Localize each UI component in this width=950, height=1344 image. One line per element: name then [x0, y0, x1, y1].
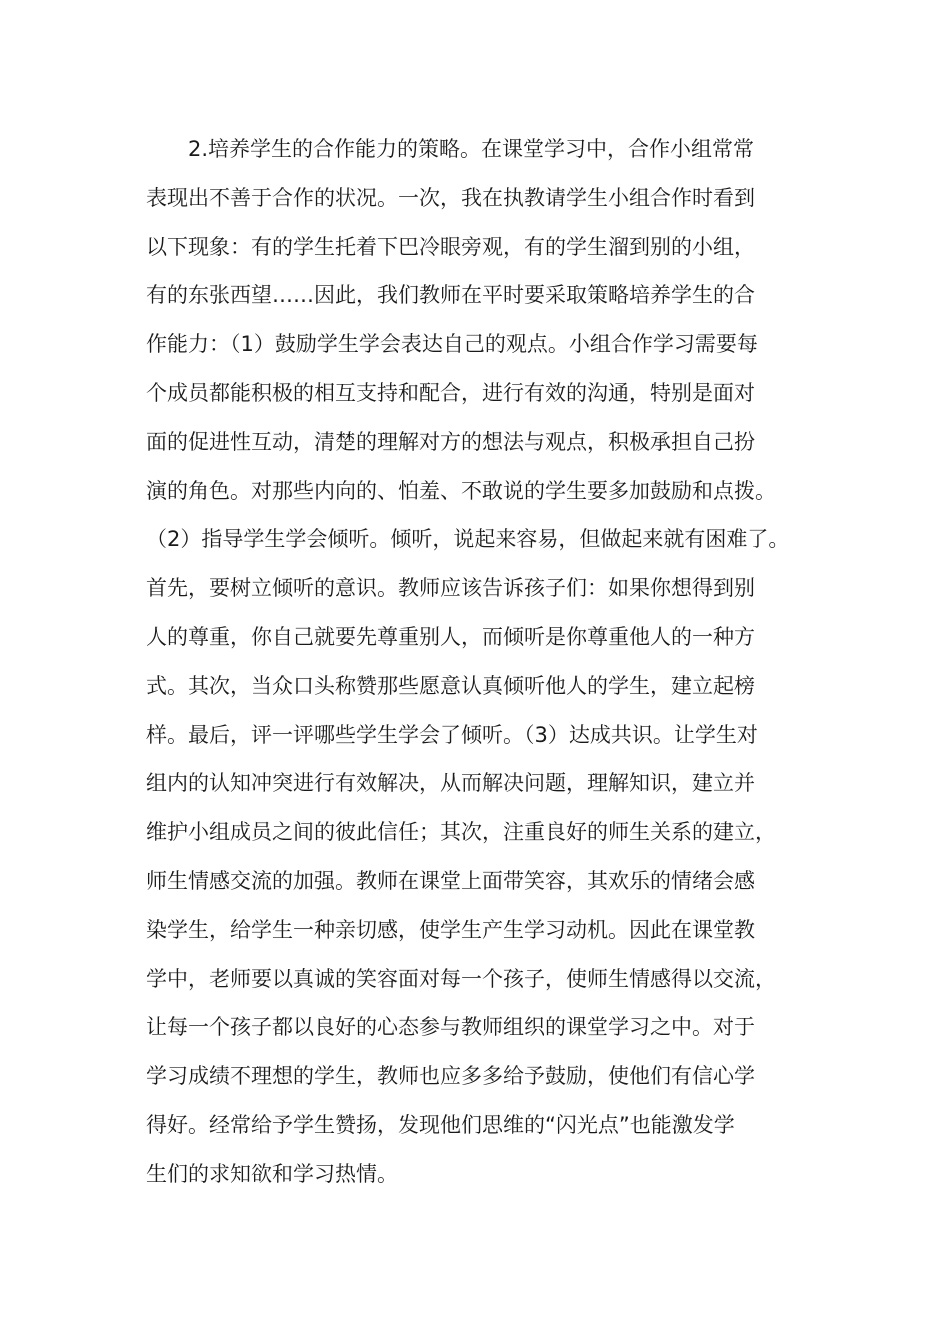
paragraph-line: 师生情感交流的加强。教师在课堂上面带笑容，其欢乐的情绪会感	[146, 868, 755, 893]
paragraph-line: 作能力：（1）鼓励学生学会表达自己的观点。小组合作学习需要每	[146, 332, 758, 357]
paragraph-line: 面的促进性互动，清楚的理解对方的想法与观点，积极承担自己扮	[146, 429, 755, 454]
paragraph-line: 学中，老师要以真诚的笑容面对每一个孩子，使师生情感得以交流，	[146, 966, 776, 991]
paragraph-line: 首先，要树立倾听的意识。教师应该告诉孩子们：如果你想得到别	[146, 576, 755, 601]
body-paragraph	[146, 131, 826, 1205]
paragraph-line: 样。最后，评一评哪些学生学会了倾听。（3）达成共识。让学生对	[146, 722, 758, 747]
paragraph-line: 有的东张西望……因此，我们教师在平时要采取策略培养学生的合	[146, 283, 755, 308]
paragraph-line: 式。其次，当众口头称赞那些愿意认真倾听他人的学生，建立起榜	[146, 673, 755, 698]
paragraph-line: 人的尊重，你自己就要先尊重别人，而倾听是你尊重他人的一种方	[146, 624, 755, 649]
paragraph-line: 维护小组成员之间的彼此信任；其次，注重良好的师生关系的建立，	[146, 820, 776, 845]
paragraph-line: 2.培养学生的合作能力的策略。在课堂学习中，合作小组常常	[188, 137, 755, 161]
paragraph-line: 学习成绩不理想的学生，教师也应多多给予鼓励，使他们有信心学	[146, 1064, 755, 1089]
paragraph-line: 让每一个孩子都以良好的心态参与教师组织的课堂学习之中。对于	[146, 1015, 755, 1040]
paragraph-line: 个成员都能积极的相互支持和配合，进行有效的沟通，特别是面对	[146, 380, 755, 405]
paragraph-line: 演的角色。对那些内向的、怕羞、不敢说的学生要多加鼓励和点拨。	[146, 478, 776, 503]
paragraph-line: 表现出不善于合作的状况。一次，我在执教请学生小组合作时看到	[146, 185, 755, 210]
paragraph-line: 组内的认知冲突进行有效解决，从而解决问题，理解知识，建立并	[146, 771, 755, 796]
paragraph-line: （2）指导学生学会倾听。倾听，说起来容易，但做起来就有困难了。	[146, 527, 790, 552]
paragraph-line: 生们的求知欲和学习热情。	[146, 1161, 398, 1186]
paragraph-line: 以下现象：有的学生托着下巴冷眼旁观，有的学生溜到别的小组，	[146, 234, 755, 259]
paragraph-line: 染学生，给学生一种亲切感，使学生产生学习动机。因此在课堂教	[146, 917, 755, 942]
paragraph-line: 得好。经常给予学生赞扬，发现他们思维的“闪光点”也能激发学	[146, 1112, 735, 1137]
